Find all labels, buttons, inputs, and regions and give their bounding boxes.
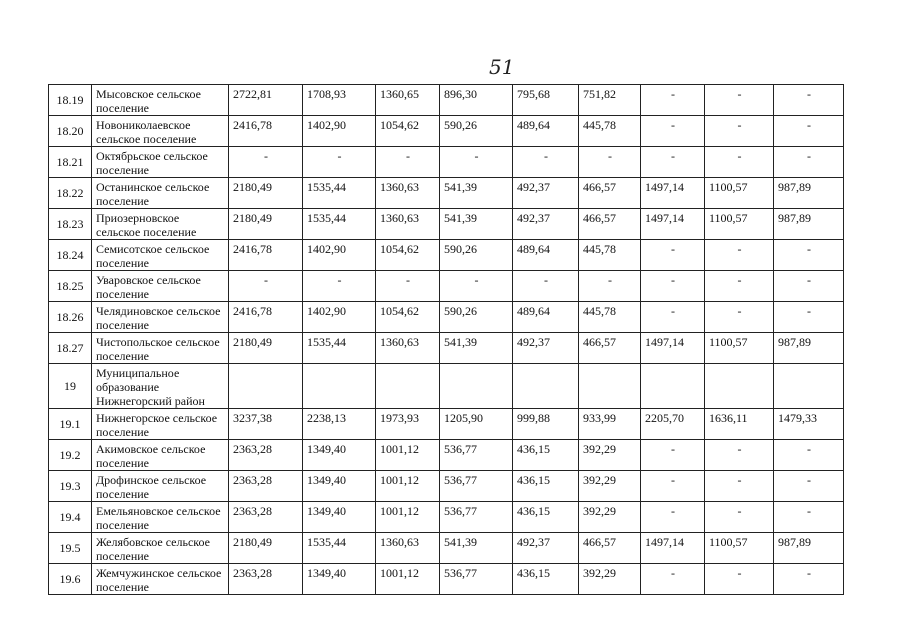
value-cell: 489,64 <box>513 240 579 271</box>
value-cell: 1479,33 <box>774 409 844 440</box>
value-cell: 590,26 <box>440 302 513 333</box>
row-index-cell: 19.4 <box>49 502 92 533</box>
value-cell: 536,77 <box>440 471 513 502</box>
value-cell: 392,29 <box>579 564 641 595</box>
value-cell: - <box>705 116 774 147</box>
value-cell: 2363,28 <box>229 471 303 502</box>
value-cell: 1360,63 <box>376 209 440 240</box>
value-cell: - <box>774 471 844 502</box>
value-cell: - <box>579 271 641 302</box>
value-cell: 2416,78 <box>229 240 303 271</box>
value-cell: - <box>705 85 774 116</box>
value-cell: - <box>303 271 376 302</box>
table-body <box>49 85 844 595</box>
value-cell: 590,26 <box>440 116 513 147</box>
value-cell: - <box>774 502 844 533</box>
value-cell: 541,39 <box>440 209 513 240</box>
value-cell: - <box>579 147 641 178</box>
table-row <box>49 471 844 502</box>
value-cell: 1402,90 <box>303 116 376 147</box>
settlement-name-cell: Приозерновское сельское поселение <box>92 209 229 240</box>
settlement-name-cell: Жемчужинское сельское поселение <box>92 564 229 595</box>
value-cell: 466,57 <box>579 533 641 564</box>
table-row <box>49 564 844 595</box>
settlement-name-cell: Мысовское сельское поселение <box>92 85 229 116</box>
row-index-cell: 18.24 <box>49 240 92 271</box>
value-cell: 987,89 <box>774 333 844 364</box>
value-cell: 1001,12 <box>376 502 440 533</box>
value-cell: 392,29 <box>579 440 641 471</box>
value-cell: 933,99 <box>579 409 641 440</box>
settlement-name-cell: Чистопольское сельское поселение <box>92 333 229 364</box>
value-cell: - <box>229 271 303 302</box>
settlement-name-cell: Октябрьское сельское поселение <box>92 147 229 178</box>
value-cell: 2180,49 <box>229 209 303 240</box>
value-cell: 2722,81 <box>229 85 303 116</box>
value-cell: 1973,93 <box>376 409 440 440</box>
value-cell: 466,57 <box>579 333 641 364</box>
value-cell: 1402,90 <box>303 302 376 333</box>
value-cell: - <box>641 440 705 471</box>
value-cell: 1001,12 <box>376 440 440 471</box>
value-cell: 751,82 <box>579 85 641 116</box>
value-cell: 1535,44 <box>303 333 376 364</box>
value-cell: 1054,62 <box>376 240 440 271</box>
value-cell: 1360,63 <box>376 333 440 364</box>
value-cell: - <box>705 471 774 502</box>
value-cell: 1001,12 <box>376 564 440 595</box>
table-row <box>49 271 844 302</box>
value-cell: 1636,11 <box>705 409 774 440</box>
value-cell: 2238,13 <box>303 409 376 440</box>
value-cell: 2180,49 <box>229 333 303 364</box>
value-cell: 1708,93 <box>303 85 376 116</box>
settlement-name-cell: Желябовское сельское поселение <box>92 533 229 564</box>
settlement-name-cell: Нижнегорское сельское поселение <box>92 409 229 440</box>
settlement-name-cell: Емельяновское сельское поселение <box>92 502 229 533</box>
value-cell <box>705 364 774 409</box>
value-cell: 1497,14 <box>641 209 705 240</box>
value-cell <box>440 364 513 409</box>
value-cell: 795,68 <box>513 85 579 116</box>
value-cell: 445,78 <box>579 240 641 271</box>
row-index-cell: 18.27 <box>49 333 92 364</box>
value-cell: 2180,49 <box>229 533 303 564</box>
value-cell: 1100,57 <box>705 209 774 240</box>
tariff-table-container <box>48 84 844 595</box>
settlement-name-cell: Семисотское сельское поселение <box>92 240 229 271</box>
value-cell: 1349,40 <box>303 440 376 471</box>
value-cell: 492,37 <box>513 178 579 209</box>
row-index-cell: 18.26 <box>49 302 92 333</box>
table-row <box>49 364 844 409</box>
value-cell <box>579 364 641 409</box>
value-cell <box>376 364 440 409</box>
row-index-cell: 19.2 <box>49 440 92 471</box>
value-cell: - <box>774 302 844 333</box>
table-row <box>49 333 844 364</box>
row-index-cell: 19.1 <box>49 409 92 440</box>
value-cell: - <box>774 116 844 147</box>
value-cell: 987,89 <box>774 533 844 564</box>
value-cell: - <box>705 147 774 178</box>
value-cell: - <box>774 240 844 271</box>
value-cell: 1497,14 <box>641 533 705 564</box>
settlement-name-cell: Челядиновское сельское поселение <box>92 302 229 333</box>
value-cell: 445,78 <box>579 116 641 147</box>
value-cell: - <box>641 85 705 116</box>
value-cell: 1349,40 <box>303 471 376 502</box>
value-cell <box>774 364 844 409</box>
value-cell: 492,37 <box>513 533 579 564</box>
value-cell: 1205,90 <box>440 409 513 440</box>
value-cell: - <box>513 271 579 302</box>
row-index-cell: 18.22 <box>49 178 92 209</box>
value-cell: - <box>513 147 579 178</box>
value-cell: - <box>641 471 705 502</box>
value-cell <box>303 364 376 409</box>
value-cell: 541,39 <box>440 533 513 564</box>
value-cell: - <box>705 564 774 595</box>
value-cell: 436,15 <box>513 471 579 502</box>
value-cell: - <box>641 116 705 147</box>
value-cell: 436,15 <box>513 440 579 471</box>
value-cell: - <box>641 302 705 333</box>
table-row <box>49 440 844 471</box>
row-index-cell: 19.5 <box>49 533 92 564</box>
value-cell: - <box>705 440 774 471</box>
value-cell: 1535,44 <box>303 178 376 209</box>
page-number: 51 <box>489 55 515 79</box>
value-cell: 1360,63 <box>376 533 440 564</box>
value-cell: 2416,78 <box>229 302 303 333</box>
value-cell: 2363,28 <box>229 502 303 533</box>
row-index-cell: 19 <box>49 364 92 409</box>
value-cell: - <box>774 440 844 471</box>
value-cell: 536,77 <box>440 564 513 595</box>
value-cell: 1535,44 <box>303 533 376 564</box>
value-cell: 1349,40 <box>303 502 376 533</box>
value-cell: 492,37 <box>513 333 579 364</box>
value-cell: 436,15 <box>513 564 579 595</box>
value-cell: 1001,12 <box>376 471 440 502</box>
value-cell: 541,39 <box>440 178 513 209</box>
value-cell: 436,15 <box>513 502 579 533</box>
row-index-cell: 18.23 <box>49 209 92 240</box>
value-cell: 999,88 <box>513 409 579 440</box>
value-cell: 3237,38 <box>229 409 303 440</box>
table-row <box>49 85 844 116</box>
table-row <box>49 409 844 440</box>
value-cell: - <box>641 564 705 595</box>
settlement-name-cell: Акимовское сельское поселение <box>92 440 229 471</box>
row-index-cell: 19.3 <box>49 471 92 502</box>
row-index-cell: 18.20 <box>49 116 92 147</box>
table-row <box>49 533 844 564</box>
value-cell: - <box>774 564 844 595</box>
value-cell: - <box>705 502 774 533</box>
value-cell <box>513 364 579 409</box>
settlement-name-cell: Уваровское сельское поселение <box>92 271 229 302</box>
value-cell: - <box>440 271 513 302</box>
value-cell: 466,57 <box>579 178 641 209</box>
settlement-name-cell: Новониколаевское сельское поселение <box>92 116 229 147</box>
value-cell: 492,37 <box>513 209 579 240</box>
value-cell: - <box>376 147 440 178</box>
value-cell: 1360,65 <box>376 85 440 116</box>
settlement-name-cell: Останинское сельское поселение <box>92 178 229 209</box>
table-row <box>49 502 844 533</box>
table-row <box>49 178 844 209</box>
table-row <box>49 209 844 240</box>
value-cell: - <box>376 271 440 302</box>
value-cell: 489,64 <box>513 116 579 147</box>
value-cell: 392,29 <box>579 502 641 533</box>
value-cell: - <box>641 147 705 178</box>
value-cell: 1054,62 <box>376 116 440 147</box>
value-cell: 1100,57 <box>705 533 774 564</box>
value-cell: 590,26 <box>440 240 513 271</box>
value-cell: 1497,14 <box>641 178 705 209</box>
value-cell: 2363,28 <box>229 564 303 595</box>
value-cell: 2363,28 <box>229 440 303 471</box>
value-cell: 536,77 <box>440 502 513 533</box>
settlement-name-cell: Дрофинское сельское поселение <box>92 471 229 502</box>
value-cell: 1497,14 <box>641 333 705 364</box>
row-index-cell: 18.21 <box>49 147 92 178</box>
value-cell: 1360,63 <box>376 178 440 209</box>
table-row <box>49 147 844 178</box>
value-cell: 445,78 <box>579 302 641 333</box>
tariff-table <box>48 84 844 595</box>
value-cell: 896,30 <box>440 85 513 116</box>
table-row <box>49 240 844 271</box>
value-cell: 1054,62 <box>376 302 440 333</box>
value-cell: - <box>705 302 774 333</box>
value-cell: 536,77 <box>440 440 513 471</box>
value-cell: 1100,57 <box>705 178 774 209</box>
value-cell: 1100,57 <box>705 333 774 364</box>
row-index-cell: 18.19 <box>49 85 92 116</box>
value-cell: - <box>641 271 705 302</box>
value-cell: 2180,49 <box>229 178 303 209</box>
value-cell: - <box>774 147 844 178</box>
value-cell: 1402,90 <box>303 240 376 271</box>
value-cell: - <box>774 85 844 116</box>
value-cell: 489,64 <box>513 302 579 333</box>
table-row <box>49 116 844 147</box>
settlement-name-cell: Муниципальное образование Нижнегорский район <box>92 364 229 409</box>
value-cell: 466,57 <box>579 209 641 240</box>
value-cell: - <box>774 271 844 302</box>
value-cell: 1349,40 <box>303 564 376 595</box>
row-index-cell: 18.25 <box>49 271 92 302</box>
value-cell: 987,89 <box>774 178 844 209</box>
value-cell: - <box>705 271 774 302</box>
value-cell: - <box>641 240 705 271</box>
value-cell <box>641 364 705 409</box>
value-cell: 541,39 <box>440 333 513 364</box>
value-cell: 987,89 <box>774 209 844 240</box>
value-cell: - <box>303 147 376 178</box>
value-cell: 392,29 <box>579 471 641 502</box>
value-cell: - <box>229 147 303 178</box>
value-cell: 1535,44 <box>303 209 376 240</box>
value-cell: - <box>440 147 513 178</box>
value-cell: 2416,78 <box>229 116 303 147</box>
value-cell: - <box>641 502 705 533</box>
table-row <box>49 302 844 333</box>
row-index-cell: 19.6 <box>49 564 92 595</box>
value-cell: - <box>705 240 774 271</box>
value-cell: 2205,70 <box>641 409 705 440</box>
value-cell <box>229 364 303 409</box>
